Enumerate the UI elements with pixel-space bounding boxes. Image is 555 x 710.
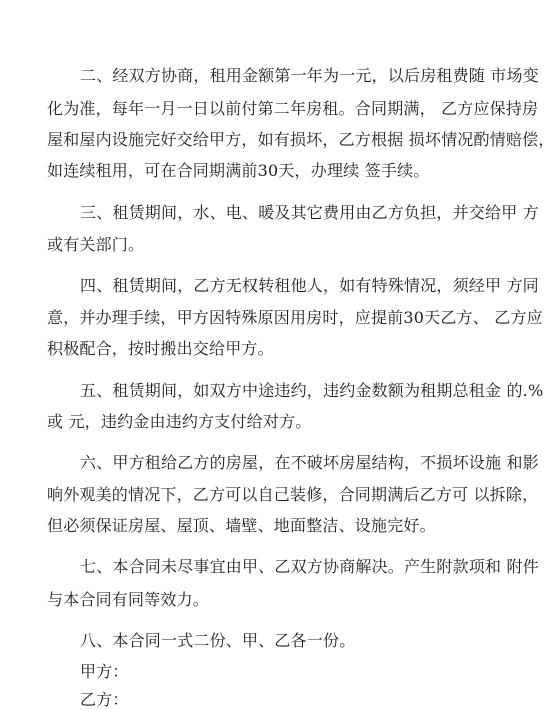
clause-6-line-2: 响外观美的情况下，乙方可以自己装修，合同期满后乙方可 以拆除， xyxy=(47,485,539,504)
clause-4-line-3: 积极配合，按时搬出交给甲方。 xyxy=(47,339,274,358)
clause-8-line-1: 八、本合同一式二份、甲、乙各一份。 xyxy=(80,631,356,650)
clause-4-line-2: 意，并办理手续，甲方因特殊原因用房时，应提前30天乙方、 乙方应 xyxy=(47,308,543,327)
clause-2-line-4: 如连续租用，可在合同期满前30天，办理续 签手续。 xyxy=(47,161,430,180)
clause-4-line-1: 四、租赁期间，乙方无权转租他人，如有特殊情况，须经甲 方同 xyxy=(80,276,539,295)
clause-7-line-1: 七、本合同未尽事宜由甲、乙双方协商解决。产生附款项和 附件 xyxy=(80,557,539,576)
clause-5-line-1: 五、租赁期间，如双方中途违约，违约金数额为租期总租金 的.% xyxy=(80,381,544,400)
clause-2-line-1: 二、经双方协商，租用金额第一年为一元，以后房租费随 市场变 xyxy=(80,66,539,85)
clause-2-line-3: 屋和屋内设施完好交给甲方，如有损坏，乙方根据 损坏情况酌情赔偿， xyxy=(47,130,555,149)
clause-6-line-1: 六、甲方租给乙方的房屋，在不破坏房屋结构，不损坏设施 和影 xyxy=(80,453,539,472)
clause-7-line-2: 与本合同有同等效力。 xyxy=(47,590,210,609)
signature-party-b-label: 乙方： xyxy=(80,690,129,709)
signature-party-a-label: 甲方： xyxy=(80,662,129,681)
clause-2-line-2: 化为准，每年一月一日以前付第二年房租。合同期满， 乙方应保持房 xyxy=(47,99,539,118)
clause-5-line-2: 或 元，违约金由违约方支付给对方。 xyxy=(47,412,312,431)
clause-3-line-2: 或有关部门。 xyxy=(47,235,145,254)
clause-3-line-1: 三、租赁期间，水、电、暖及其它费用由乙方负担，并交给甲 方 xyxy=(80,203,539,222)
clause-6-line-3: 但必须保证房屋、屋顶、墙壁、地面整洁、设施完好。 xyxy=(47,516,436,535)
